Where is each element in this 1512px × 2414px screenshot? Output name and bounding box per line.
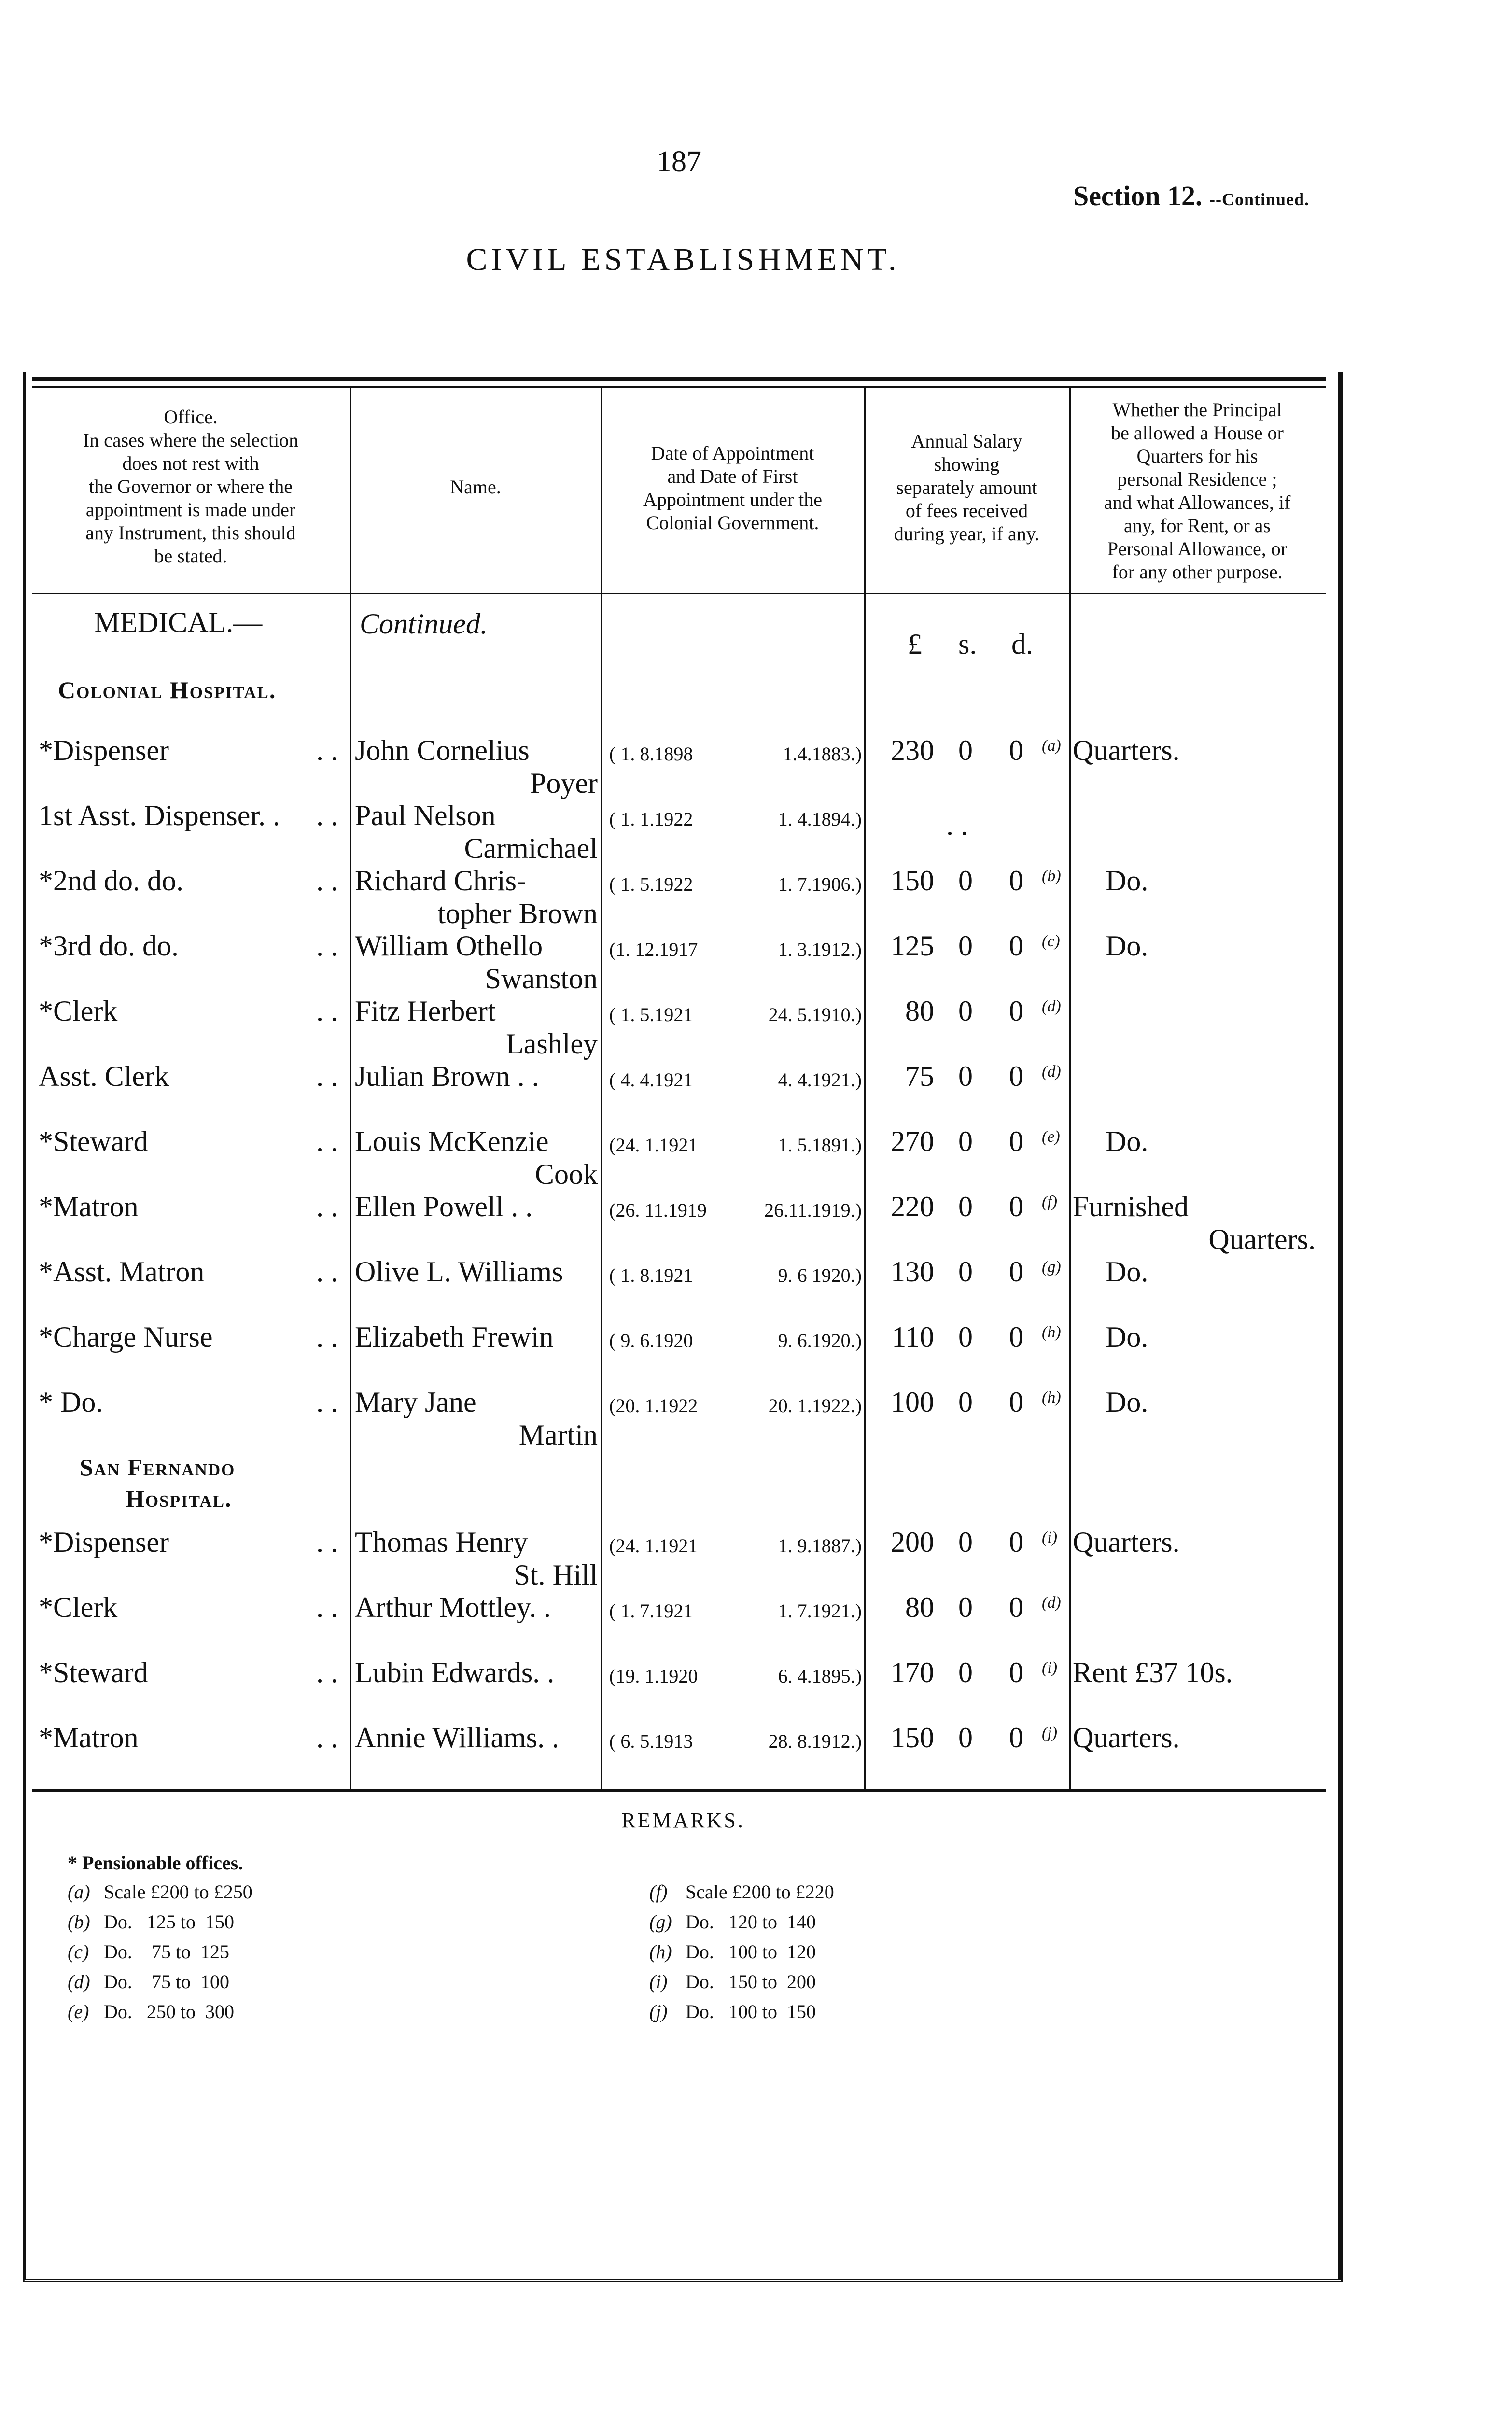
scale-note: (h): [1042, 1389, 1061, 1406]
table-top-rule-thin: [32, 386, 1326, 388]
salary-shillings: 0: [958, 1125, 973, 1157]
office-cell: *Charge Nurse: [39, 1321, 213, 1353]
first-appointment-date: 4. 4.1921.): [778, 1069, 862, 1091]
table-bottom-rule: [32, 1789, 1326, 1792]
salary-pounds: 200: [891, 1526, 934, 1558]
first-appointment-date: 1. 3.1912.): [778, 939, 862, 960]
dot-leader: . .: [316, 930, 338, 962]
scale-note: (b): [1042, 867, 1061, 885]
dot-leader: . .: [316, 865, 338, 897]
remark-key: (e): [68, 2001, 89, 2022]
appointment-date: (24. 1.1921: [609, 1134, 698, 1156]
name-cell-continued: topher Brown: [437, 898, 598, 929]
office-cell: *Dispenser: [39, 734, 169, 766]
dot-leader: . .: [316, 1526, 338, 1558]
scale-note: (f): [1042, 1193, 1058, 1211]
name-cell: Lubin Edwards. .: [355, 1656, 555, 1688]
first-appointment-date: 20. 1.1922.): [768, 1395, 862, 1417]
appointment-date: (20. 1.1922: [609, 1395, 698, 1417]
salary-pence: 0: [1009, 1256, 1023, 1288]
salary-pence: 0: [1009, 1191, 1023, 1222]
remark-text: Do. 125 to 150: [104, 1911, 234, 1933]
quarters-cell: Furnished: [1073, 1191, 1189, 1222]
name-cell: Mary Jane: [355, 1386, 476, 1418]
first-appointment-date: 24. 5.1910.): [768, 1004, 862, 1025]
column-header-date: Date of Appointment and Date of First Appointment under the Colonial Government.: [643, 442, 823, 533]
dot-leader: . .: [316, 734, 338, 766]
dot-leader: . .: [316, 1722, 338, 1754]
salary-pounds: 100: [891, 1386, 934, 1418]
remark-key: (d): [68, 1971, 90, 1993]
name-cell-continued: Cook: [534, 1158, 598, 1190]
office-cell: Asst. Clerk: [39, 1060, 169, 1092]
name-cell-continued: Carmichael: [464, 832, 598, 864]
name-cell: Richard Chris-: [355, 865, 526, 897]
name-cell: Elizabeth Frewin: [355, 1321, 554, 1353]
name-cell: Thomas Henry: [355, 1526, 528, 1558]
scale-note: (d): [1042, 1063, 1061, 1081]
name-cell: Ellen Powell . .: [355, 1191, 533, 1222]
scale-note: (j): [1042, 1724, 1058, 1742]
appointment-date: ( 1. 1.1922: [609, 808, 693, 830]
scale-note: (h): [1042, 1323, 1061, 1341]
name-cell: John Cornelius: [355, 734, 530, 766]
salary-shillings: 0: [958, 995, 973, 1027]
quarters-cell: Do.: [1106, 865, 1148, 897]
scale-note: (c): [1042, 932, 1060, 950]
currency-shillings: s.: [958, 628, 977, 660]
section-medical: MEDICAL.—: [94, 606, 263, 638]
salary-pounds: 125: [891, 930, 934, 962]
dot-leader: . .: [316, 1591, 338, 1623]
subheading-san-fernando: San Fernando: [80, 1454, 236, 1481]
section-heading: [1073, 180, 1309, 212]
dot-leader: . .: [316, 1386, 338, 1418]
column-divider: [864, 386, 866, 1789]
salary-pounds: 170: [891, 1656, 934, 1688]
quarters-cell: Do.: [1106, 1256, 1148, 1288]
scale-note: (d): [1042, 1594, 1061, 1612]
first-appointment-date: 28. 8.1912.): [768, 1730, 862, 1752]
salary-shillings: 0: [958, 1656, 973, 1688]
office-cell: *Matron: [39, 1722, 139, 1754]
quarters-cell: Rent £37 10s.: [1073, 1656, 1233, 1688]
first-appointment-date: 1. 7.1906.): [778, 873, 862, 895]
first-appointment-date: 1. 7.1921.): [778, 1600, 862, 1622]
dot-leader: . .: [316, 1060, 338, 1092]
salary-pounds: 130: [891, 1256, 934, 1288]
appointment-date: ( 1. 8.1898: [609, 743, 693, 765]
salary-pence: 0: [1009, 1722, 1023, 1754]
subheading-colonial-hospital: Colonial Hospital.: [58, 676, 277, 703]
table-top-rule: [32, 377, 1326, 381]
quarters-cell: Do.: [1106, 1125, 1148, 1157]
dot-leader: . .: [316, 1656, 338, 1688]
salary-shillings: 0: [958, 1321, 973, 1353]
first-appointment-date: 9. 6.1920.): [778, 1330, 862, 1351]
column-divider: [350, 386, 351, 1789]
office-cell: *Clerk: [39, 995, 118, 1027]
first-appointment-date: 6. 4.1895.): [778, 1665, 862, 1687]
remark-text: Do. 120 to 140: [686, 1911, 816, 1933]
name-cell-continued: Martin: [518, 1419, 598, 1451]
first-appointment-date: 9. 6 1920.): [778, 1264, 862, 1286]
quarters-cell: Do.: [1106, 930, 1148, 962]
remark-text: Do. 250 to 300: [104, 2001, 234, 2022]
appointment-date: (24. 1.1921: [609, 1535, 698, 1557]
salary-shillings: 0: [958, 930, 973, 962]
first-appointment-date: 1. 4.1894.): [778, 808, 862, 830]
name-cell: Fitz Herbert: [355, 995, 496, 1027]
remarks-title: REMARKS.: [621, 1809, 745, 1832]
appointment-date: ( 9. 6.1920: [609, 1330, 693, 1351]
name-cell: Louis McKenzie: [355, 1125, 549, 1157]
section-continued: --Continued.: [1209, 190, 1309, 209]
quarters-cell: Quarters.: [1073, 1722, 1180, 1754]
column-divider: [1069, 386, 1071, 1789]
remark-key: (g): [649, 1911, 672, 1933]
scale-note: (i): [1042, 1529, 1058, 1546]
remark-text: Do. 75 to 100: [104, 1971, 229, 1993]
column-header-quarters: Whether the Principal be allowed a House or Quarters for his personal Residence ; and what Allowances, if any, for Rent, or as Personal Allowance, or for any other purpose.: [1104, 399, 1291, 583]
salary-pounds: 270: [891, 1125, 934, 1157]
remark-text: Scale £200 to £220: [686, 1881, 834, 1903]
quarters-cell: Quarters.: [1073, 1526, 1180, 1558]
first-appointment-date: 1.4.1883.): [783, 743, 862, 765]
salary-pounds: 230: [891, 734, 934, 766]
quarters-cell: Do.: [1106, 1321, 1148, 1353]
column-header-office: Office. In cases where the selection does not rest with the Governor or where the appointment is made under any Instrument, this should be stated.: [83, 406, 299, 567]
remark-key: (f): [649, 1881, 668, 1903]
remark-key: (j): [649, 2001, 668, 2022]
salary-shillings: 0: [958, 1591, 973, 1623]
remark-text: Scale £200 to £250: [104, 1881, 252, 1903]
subheading-hospital: Hospital.: [126, 1485, 232, 1512]
column-header-name: Name.: [450, 476, 501, 498]
salary-pence: 0: [1009, 1125, 1023, 1157]
remark-pensionable: * Pensionable offices.: [68, 1852, 243, 1874]
remark-key: (a): [68, 1881, 90, 1903]
section-continued-label: Continued.: [360, 608, 488, 640]
salary-shillings: 0: [958, 734, 973, 766]
appointment-date: ( 1. 5.1921: [609, 1004, 693, 1025]
name-cell: William Othello: [355, 930, 543, 962]
salary-pence: 0: [1009, 1060, 1023, 1092]
name-cell-continued: St. Hill: [514, 1559, 598, 1591]
salary-pence: 0: [1009, 930, 1023, 962]
scale-note: (a): [1042, 737, 1061, 755]
appointment-date: ( 1. 8.1921: [609, 1264, 693, 1286]
page-number: 187: [657, 145, 701, 178]
salary-pence: 0: [1009, 1526, 1023, 1558]
salary-shillings: 0: [958, 865, 973, 897]
name-cell: Julian Brown . .: [355, 1060, 539, 1092]
dot-leader: . .: [316, 995, 338, 1027]
office-cell: *Dispenser: [39, 1526, 169, 1558]
salary-pounds: 75: [905, 1060, 934, 1092]
salary-shillings: 0: [958, 1526, 973, 1558]
remark-text: Do. 150 to 200: [686, 1971, 816, 1993]
scale-note: (g): [1042, 1258, 1061, 1276]
header-divider: [32, 593, 1326, 594]
appointment-date: (26. 11.1919: [609, 1199, 707, 1221]
currency-pound: £: [908, 628, 922, 660]
office-cell: *Matron: [39, 1191, 139, 1222]
salary-pence: 0: [1009, 995, 1023, 1027]
appointment-date: (1. 12.1917: [609, 939, 698, 960]
salary-pence: 0: [1009, 1656, 1023, 1688]
appointment-date: ( 6. 5.1913: [609, 1730, 693, 1752]
name-cell-continued: Swanston: [485, 963, 598, 995]
page-title: CIVIL ESTABLISHMENT.: [466, 242, 900, 277]
first-appointment-date: 26.11.1919.): [764, 1199, 862, 1221]
dot-leader: . .: [316, 1256, 338, 1288]
dot-leader: . .: [316, 800, 338, 831]
office-cell: *Steward: [39, 1125, 148, 1157]
scale-note: (e): [1042, 1128, 1060, 1146]
name-cell-continued: Lashley: [506, 1028, 598, 1060]
salary-pence: 0: [1009, 1386, 1023, 1418]
appointment-date: (19. 1.1920: [609, 1665, 698, 1687]
name-cell: Paul Nelson: [355, 800, 496, 831]
salary-shillings: 0: [958, 1386, 973, 1418]
office-cell: *3rd do. do.: [39, 930, 179, 962]
salary-shillings: 0: [958, 1060, 973, 1092]
first-appointment-date: 1. 5.1891.): [778, 1134, 862, 1156]
remark-text: Do. 100 to 150: [686, 2001, 816, 2022]
office-cell: *Asst. Matron: [39, 1256, 205, 1288]
currency-pence: d.: [1011, 628, 1033, 660]
salary-pounds: 150: [891, 1722, 934, 1754]
salary-pounds: 80: [905, 995, 934, 1027]
dot-leader: . .: [316, 1321, 338, 1353]
office-cell: 1st Asst. Dispenser. .: [39, 800, 280, 831]
name-cell-continued: Poyer: [530, 767, 598, 799]
name-cell: Arthur Mottley. .: [355, 1591, 551, 1623]
salary-pounds: 80: [905, 1591, 934, 1623]
remark-key: (h): [649, 1941, 672, 1963]
quarters-cell: Quarters.: [1073, 734, 1180, 766]
quarters-cell: Do.: [1106, 1386, 1148, 1418]
column-divider: [601, 386, 602, 1789]
salary-pence: 0: [1009, 1591, 1023, 1623]
salary-pounds: 110: [892, 1321, 934, 1353]
salary-shillings: 0: [958, 1256, 973, 1288]
office-cell: *2nd do. do.: [39, 865, 183, 897]
salary-pence: 0: [1009, 865, 1023, 897]
salary-blank: . .: [946, 809, 968, 841]
salary-pounds: 220: [891, 1191, 934, 1222]
appointment-date: ( 1. 7.1921: [609, 1600, 693, 1622]
dot-leader: . .: [316, 1191, 338, 1222]
office-cell: * Do.: [39, 1386, 103, 1418]
remark-key: (i): [649, 1971, 668, 1993]
scale-note: (d): [1042, 997, 1061, 1015]
appointment-date: ( 1. 5.1922: [609, 873, 693, 895]
salary-pence: 0: [1009, 1321, 1023, 1353]
dot-leader: . .: [316, 1125, 338, 1157]
salary-pence: 0: [1009, 734, 1023, 766]
salary-shillings: 0: [958, 1722, 973, 1754]
remark-key: (c): [68, 1941, 89, 1963]
office-cell: *Steward: [39, 1656, 148, 1688]
name-cell: Annie Williams. .: [355, 1722, 560, 1754]
salary-shillings: 0: [958, 1191, 973, 1222]
column-header-salary: Annual Salary showing separately amount of fees received during year, if any.: [894, 430, 1040, 545]
quarters-cell-continued: Quarters.: [1208, 1223, 1316, 1255]
appointment-date: ( 4. 4.1921: [609, 1069, 693, 1091]
salary-pounds: 150: [891, 865, 934, 897]
office-cell: *Clerk: [39, 1591, 118, 1623]
remark-text: Do. 75 to 125: [104, 1941, 229, 1963]
name-cell: Olive L. Williams: [355, 1256, 563, 1288]
scale-note: (i): [1042, 1659, 1058, 1677]
remark-text: Do. 100 to 120: [686, 1941, 816, 1963]
section-label: Section 12.: [1073, 180, 1203, 211]
remark-key: (b): [68, 1911, 90, 1933]
first-appointment-date: 1. 9.1887.): [778, 1535, 862, 1557]
